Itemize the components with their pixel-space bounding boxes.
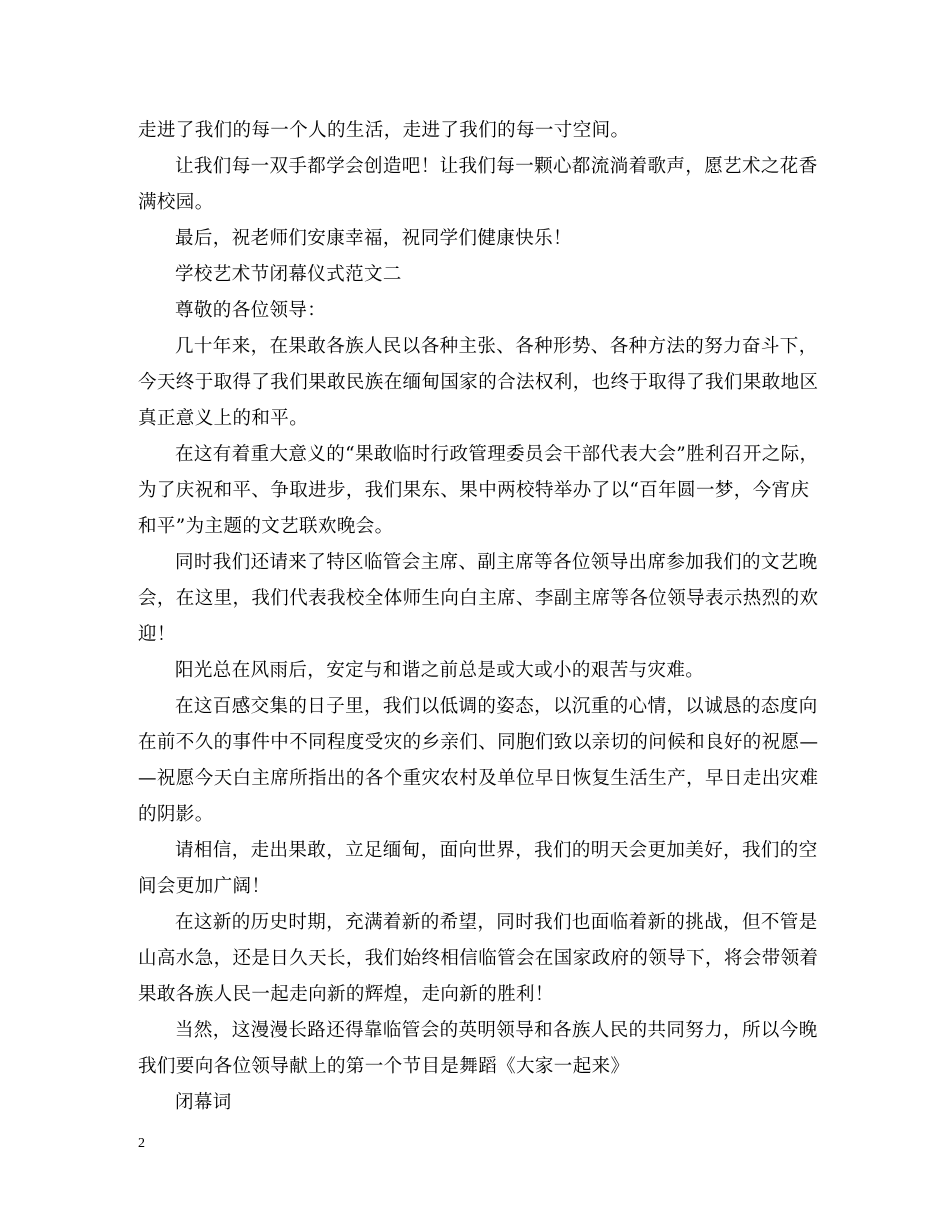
text-line: 阳光总在风雨后，安定与和谐之前总是或大或小的艰苦与灾难。	[175, 660, 705, 681]
text-line: 迎！	[138, 624, 176, 645]
text-line: 在前不久的事件中不同程度受灾的乡亲们、同胞们致以亲切的问候和良好的祝愿—	[138, 732, 819, 753]
text-line: 会，在这里，我们代表我校全体师生向白主席、李副主席等各位领导表示热烈的欢	[138, 588, 819, 609]
section-title: 学校艺术节闭幕仪式范文二	[175, 264, 402, 285]
section-title: 闭幕词	[175, 1092, 232, 1113]
text-line: —祝愿今天白主席所指出的各个重灾农村及单位早日恢复生活生产，早日走出灾难	[138, 768, 819, 789]
text-line: 走进了我们的每一个人的生活，走进了我们的每一寸空间。	[138, 120, 630, 141]
text-line: 最后，祝老师们安康幸福，祝同学们健康快乐！	[175, 228, 572, 249]
text-line: 间会更加广阔！	[138, 876, 271, 897]
document-body	[138, 113, 818, 1121]
text-line: 请相信，走出果敢，立足缅甸，面向世界，我们的明天会更加美好，我们的空	[175, 840, 818, 861]
text-line: 为了庆祝和平、争取进步，我们果东、果中两校特举办了以“百年圆一梦，今宵庆	[138, 480, 810, 501]
text-line: 今天终于取得了我们果敢民族在缅甸国家的合法权利，也终于取得了我们果敢地区	[138, 372, 819, 393]
text-line: 几十年来，在果敢各族人民以各种主张、各种形势、各种方法的努力奋斗下，	[175, 336, 818, 357]
text-line: 在这有着重大意义的“果敢临时行政管理委员会干部代表大会”胜利召开之际，	[175, 444, 819, 465]
text-line: 和平”为主题的文艺联欢晚会。	[138, 516, 394, 537]
page-number: 2	[138, 1136, 145, 1151]
text-line: 在这百感交集的日子里，我们以低调的姿态，以沉重的心情，以诚恳的态度向	[175, 696, 818, 717]
text-line: 山高水急，还是日久天长，我们始终相信临管会在国家政府的领导下，将会带领着	[138, 948, 819, 969]
salutation: 尊敬的各位领导：	[175, 300, 327, 321]
text-line: 真正意义上的和平。	[138, 408, 309, 429]
text-line: 同时我们还请来了特区临管会主席、副主席等各位领导出席参加我们的文艺晚	[175, 552, 818, 573]
text-line: 的阴影。	[138, 804, 214, 825]
text-line: 果敢各族人民一起走向新的辉煌，走向新的胜利！	[138, 984, 554, 1005]
text-line: 我们要向各位领导献上的第一个节目是舞蹈《大家一起来》	[138, 1056, 630, 1077]
text-line: 满校园。	[138, 192, 214, 213]
text-line: 当然，这漫漫长路还得靠临管会的英明领导和各族人民的共同努力，所以今晚	[175, 1020, 818, 1041]
text-line: 在这新的历史时期，充满着新的希望，同时我们也面临着新的挑战，但不管是	[175, 912, 818, 933]
text-line: 让我们每一双手都学会创造吧！让我们每一颗心都流淌着歌声，愿艺术之花香	[175, 156, 818, 177]
